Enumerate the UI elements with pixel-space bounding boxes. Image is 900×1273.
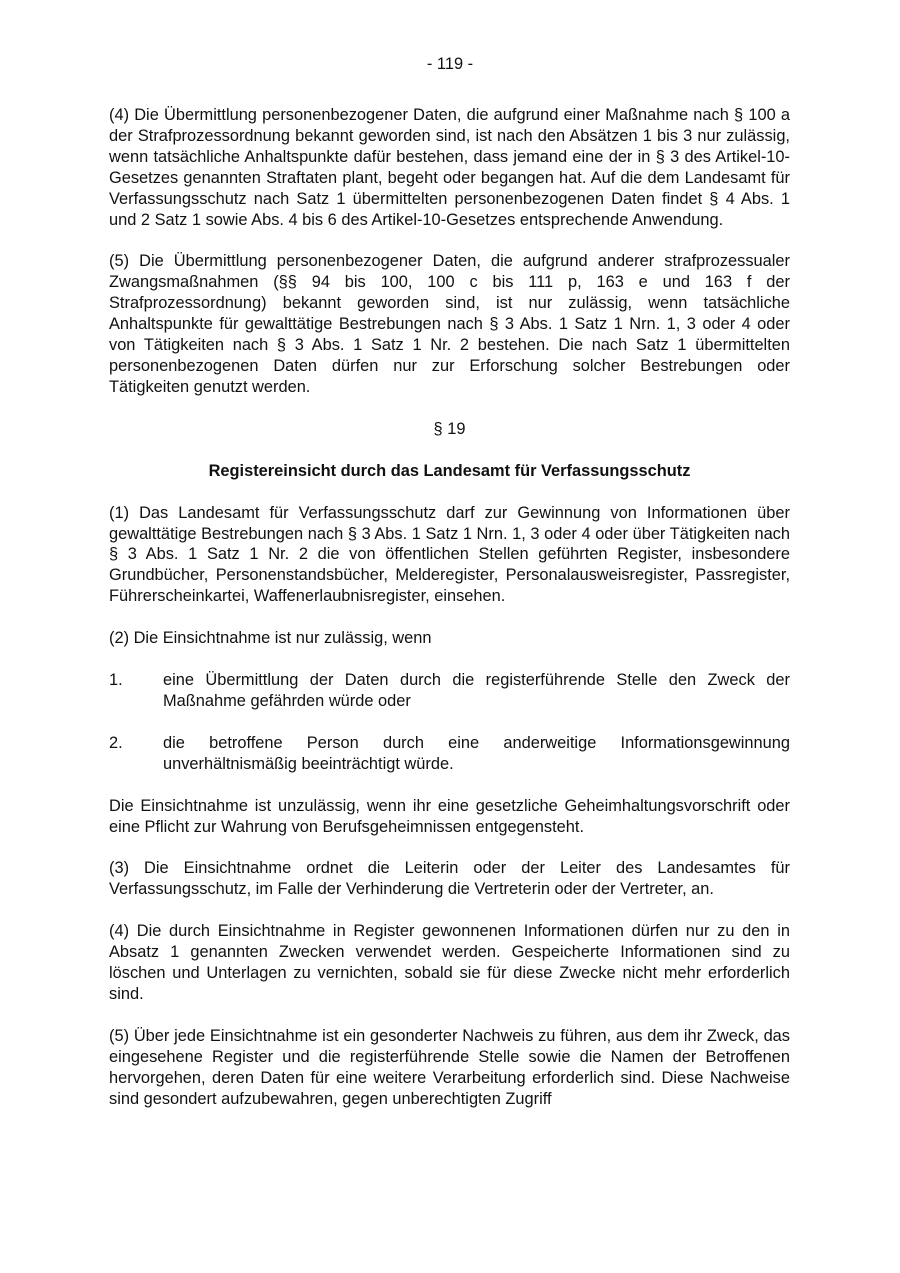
paragraph-5-transfer: (5) Die Übermittlung personenbezogener Daten, die aufgrund anderer strafprozessualer Zwangsmaßnahmen (§§ 94 bis 100, 100 c bis 111 p, 163 e und 163 f der Strafprozessordnung) bekannt geworden sind, ist nur zulässig, wenn tatsächliche Anhaltspunkte für gewalttätige Bestrebungen nach § 3 Abs. 1 Satz 1 Nrn. 1, 3 oder 4 oder von Tätigkeiten nach § 3 Abs. 1 Satz 1 Nr. 2 bestehen. Die nach Satz 1 übermittelten personenbezogenen Daten dürfen nur zur Erforschung solcher Bestrebungen oder Tätigkeiten genutzt werden. (109, 252, 790, 396)
paragraph-4-transfer: (4) Die Übermittlung personenbezogener Daten, die aufgrund einer Maßnahme nach § 100 a der Strafprozessordnung bekannt geworden sind, ist nach den Absätzen 1 bis 3 nur zulässig, wenn tatsächliche Anhaltspunkte dafür bestehen, dass jemand eine der in § 3 des Artikel-10-Gesetzes genannten Straftaten plant, begeht oder begangen hat. Auf die dem Landesamt für Verfassungsschutz nach Satz 1 übermittelten personenbezogenen Daten findet § 4 Abs. 1 und 2 Satz 1 sowie Abs. 4 bis 6 des Artikel-10-Gesetzes entsprechende Anwendung. (109, 106, 790, 229)
list-item-text: die betroffene Person durch eine anderweitige Informationsgewinnung unverhältnismäßig beeinträchtigt würde. (163, 733, 790, 773)
paragraph-3: (3) Die Einsichtnahme ordnet die Leiterin oder der Leiter des Landesamtes für Verfassungsschutz, im Falle der Verhinderung die Vertreterin oder der Vertreter, an. (109, 859, 790, 899)
paragraph-2-outro: Die Einsichtnahme ist unzulässig, wenn ihr eine gesetzliche Geheimhaltungsvorschrift oder eine Pflicht zur Wahrung von Berufsgeheimnissen entgegensteht. (109, 796, 790, 836)
page-number: - 119 - (426, 55, 474, 73)
section-title: Registereinsicht durch das Landesamt für Verfassungsschutz (208, 461, 691, 480)
paragraph-2-intro: (2) Die Einsichtnahme ist nur zulässig, wenn (109, 629, 432, 648)
paragraph-5: (5) Über jede Einsichtnahme ist ein gesonderter Nachweis zu führen, aus dem ihr Zweck, das eingesehene Register und die registerführende Stelle sowie die Namen der Betroffenen hervorgehen, deren Daten für eine weitere Verarbeitung erforderlich sind. Diese Nachweise sind gesondert aufzubewahren, gegen unberechtigten Zugriff (109, 1026, 790, 1108)
paragraph-4: (4) Die durch Einsichtnahme in Register gewonnenen Informationen dürfen nur zu den in Absatz 1 genannten Zwecken verwendet werden. Gespeicherte Informationen sind zu löschen und Unterlagen zu vernichten, sobald sie für diese Zwecke nicht mehr erforderlich sind. (109, 922, 790, 1003)
paragraph-1: (1) Das Landesamt für Verfassungsschutz darf zur Gewinnung von Informationen über gewalttätige Bestrebungen nach § 3 Abs. 1 Satz 1 Nrn. 1, 3 oder 4 oder über Tätigkeiten nach § 3 Abs. 1 Satz 1 Nr. 2 die von öffentlichen Stellen geführten Register, insbesondere Grundbücher, Personenstandsbücher, Melderegister, Personalausweisregister, Passregister, Führerscheinkartei, Waffenerlaubnisregister, einsehen. (109, 503, 790, 606)
section-number: § 19 (433, 419, 466, 438)
list-item-number: 2. (109, 733, 123, 752)
list-item (109, 670, 790, 712)
document-body (109, 105, 790, 1110)
list-item-text: eine Übermittlung der Daten durch die registerführende Stelle den Zweck der Maßnahme gefährden würde oder (163, 671, 790, 710)
list-item-number: 1. (109, 671, 123, 690)
list-item (109, 733, 790, 775)
